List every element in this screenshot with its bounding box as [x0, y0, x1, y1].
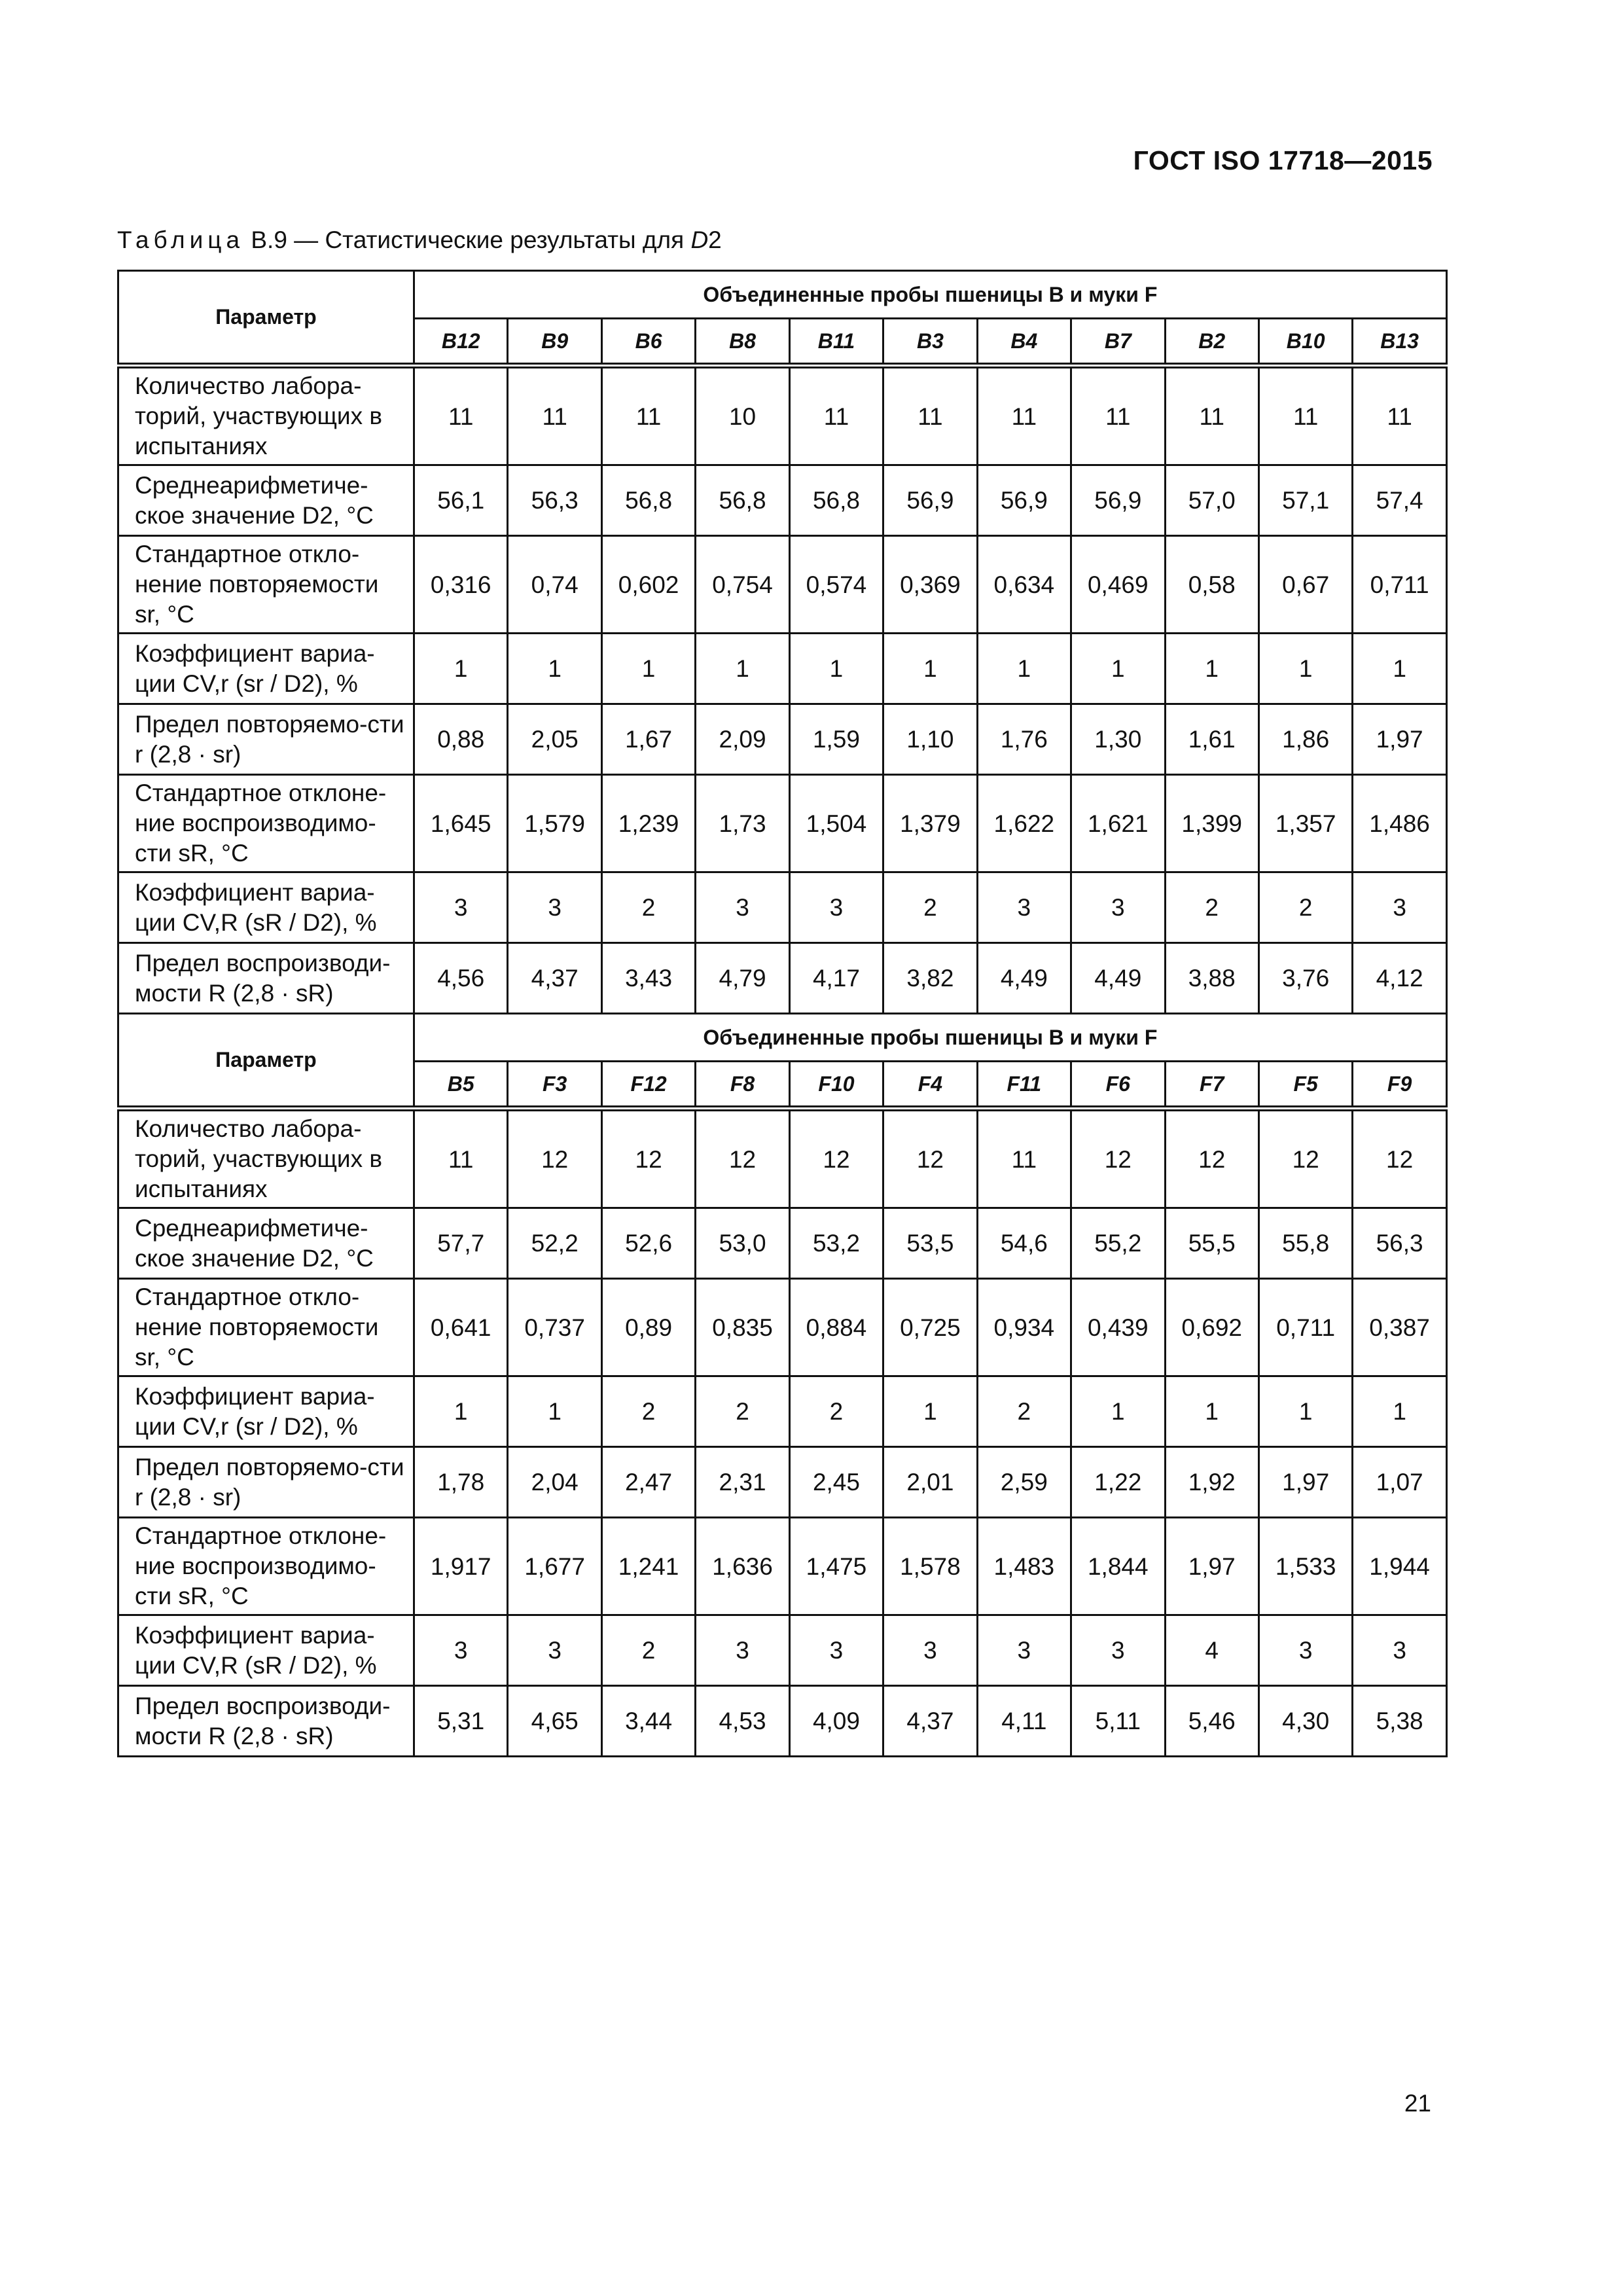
- table-cell: 12: [1071, 1109, 1165, 1208]
- table-cell: 1,677: [508, 1518, 601, 1615]
- table-cell: 4,30: [1258, 1686, 1352, 1757]
- table-row: [118, 1518, 1447, 1615]
- page-number: 21: [1404, 2090, 1431, 2117]
- table-cell: 1: [1165, 1376, 1258, 1447]
- table-cell: 4,11: [977, 1686, 1071, 1757]
- table-cell: 57,4: [1353, 465, 1446, 536]
- sample-header: B2: [1165, 319, 1258, 366]
- sample-header: F4: [883, 1062, 977, 1109]
- table-cell: 3,82: [883, 943, 977, 1014]
- sample-header: F9: [1353, 1062, 1446, 1109]
- table-cell: 2: [601, 1615, 695, 1686]
- table-cell: 2: [1258, 872, 1352, 943]
- table-cell: 1,645: [414, 775, 508, 872]
- table-cell: 3: [696, 1615, 789, 1686]
- sample-header: B7: [1071, 319, 1165, 366]
- table-cell: 4,37: [883, 1686, 977, 1757]
- group-header: Объединенные пробы пшеницы B и муки F: [414, 271, 1447, 319]
- table-cell: 53,0: [696, 1208, 789, 1279]
- table-cell: 0,387: [1353, 1279, 1446, 1376]
- table-cell: 1,97: [1353, 704, 1446, 775]
- table-cell: 4,17: [789, 943, 883, 1014]
- table-cell: 3,88: [1165, 943, 1258, 1014]
- table-cell: 1: [883, 1376, 977, 1447]
- table-cell: 1,636: [696, 1518, 789, 1615]
- table-cell: 3: [508, 872, 601, 943]
- row-label: Коэффициент вариа-ции CV,R (sR / D2), %: [118, 1615, 414, 1686]
- table-cell: 1,917: [414, 1518, 508, 1615]
- table-cell: 1,30: [1071, 704, 1165, 775]
- table-cell: 1,97: [1258, 1447, 1352, 1518]
- sample-header: B13: [1353, 319, 1446, 366]
- table-cell: 53,2: [789, 1208, 883, 1279]
- table-cell: 3: [1353, 872, 1446, 943]
- row-label: Предел повторяемо-сти r (2,8 · sr): [118, 704, 414, 775]
- table-cell: 11: [1258, 366, 1352, 465]
- table-row: [118, 1615, 1447, 1686]
- caption-prefix: Таблица: [117, 226, 245, 253]
- caption-variable-suffix: 2: [708, 226, 722, 253]
- parameter-header: Параметр: [118, 1014, 414, 1109]
- table-cell: 2,05: [508, 704, 601, 775]
- table-cell: 1,59: [789, 704, 883, 775]
- row-label: Предел воспроизводи-мости R (2,8 · sR): [118, 943, 414, 1014]
- table-cell: 0,89: [601, 1279, 695, 1376]
- table-cell: 1,486: [1353, 775, 1446, 872]
- sample-header: B5: [414, 1062, 508, 1109]
- table-cell: 1: [789, 634, 883, 704]
- table-cell: 1,621: [1071, 775, 1165, 872]
- table-cell: 1,76: [977, 704, 1071, 775]
- table-cell: 5,11: [1071, 1686, 1165, 1757]
- table-cell: 2: [1165, 872, 1258, 943]
- table-cell: 12: [696, 1109, 789, 1208]
- table-row: [118, 1109, 1447, 1208]
- table-cell: 3: [1353, 1615, 1446, 1686]
- table-cell: 1: [1165, 634, 1258, 704]
- table-cell: 1: [1353, 634, 1446, 704]
- table-cell: 3: [1258, 1615, 1352, 1686]
- table-cell: 56,3: [508, 465, 601, 536]
- table-cell: 1: [1258, 1376, 1352, 1447]
- table-cell: 12: [789, 1109, 883, 1208]
- table-cell: 1,399: [1165, 775, 1258, 872]
- table-cell: 11: [977, 366, 1071, 465]
- sample-header: B11: [789, 319, 883, 366]
- table-cell: 3: [883, 1615, 977, 1686]
- table-cell: 0,754: [696, 536, 789, 634]
- sample-header: B6: [601, 319, 695, 366]
- table-cell: 3,43: [601, 943, 695, 1014]
- table-cell: 11: [1071, 366, 1165, 465]
- table-cell: 3,44: [601, 1686, 695, 1757]
- table-cell: 1,622: [977, 775, 1071, 872]
- table-cell: 55,5: [1165, 1208, 1258, 1279]
- table-cell: 1: [1258, 634, 1352, 704]
- table-cell: 1,379: [883, 775, 977, 872]
- sample-header: F3: [508, 1062, 601, 1109]
- table-cell: 2: [601, 1376, 695, 1447]
- table-cell: 0,88: [414, 704, 508, 775]
- row-label: Предел повторяемо-сти r (2,8 · sr): [118, 1447, 414, 1518]
- table-cell: 5,31: [414, 1686, 508, 1757]
- table-cell: 54,6: [977, 1208, 1071, 1279]
- sample-header: B3: [883, 319, 977, 366]
- table-cell: 4,09: [789, 1686, 883, 1757]
- table-cell: 1: [508, 1376, 601, 1447]
- table-cell: 3: [414, 872, 508, 943]
- table-cell: 12: [1353, 1109, 1446, 1208]
- table-cell: 2: [696, 1376, 789, 1447]
- table-cell: 0,634: [977, 536, 1071, 634]
- table-cell: 1: [414, 634, 508, 704]
- table-cell: 1,844: [1071, 1518, 1165, 1615]
- table-cell: 1,579: [508, 775, 601, 872]
- table-row: [118, 943, 1447, 1014]
- table-cell: 11: [414, 1109, 508, 1208]
- table-cell: 2,01: [883, 1447, 977, 1518]
- row-label: Коэффициент вариа-ции CV,r (sr / D2), %: [118, 634, 414, 704]
- table-cell: 2: [789, 1376, 883, 1447]
- table-cell: 12: [508, 1109, 601, 1208]
- table-cell: 1,07: [1353, 1447, 1446, 1518]
- table-cell: 2: [601, 872, 695, 943]
- table-caption: [117, 226, 722, 254]
- row-label: Стандартное откло-нение повторяемости sr, °C: [118, 536, 414, 634]
- table-cell: 0,737: [508, 1279, 601, 1376]
- row-label: Стандартное откло-нение повторяемости sr, °C: [118, 1279, 414, 1376]
- table-row: [118, 775, 1447, 872]
- table-cell: 4: [1165, 1615, 1258, 1686]
- table-cell: 4,79: [696, 943, 789, 1014]
- sample-header: F8: [696, 1062, 789, 1109]
- row-label: Предел воспроизводи-мости R (2,8 · sR): [118, 1686, 414, 1757]
- table-cell: 4,49: [977, 943, 1071, 1014]
- table-cell: 56,9: [883, 465, 977, 536]
- table-cell: 1,86: [1258, 704, 1352, 775]
- table-cell: 2: [977, 1376, 1071, 1447]
- sample-header: F11: [977, 1062, 1071, 1109]
- table-cell: 1,483: [977, 1518, 1071, 1615]
- table-cell: 3: [696, 872, 789, 943]
- table-cell: 1,239: [601, 775, 695, 872]
- table-cell: 2,31: [696, 1447, 789, 1518]
- table-cell: 1,357: [1258, 775, 1352, 872]
- sample-header: F12: [601, 1062, 695, 1109]
- table-cell: 0,711: [1258, 1279, 1352, 1376]
- table-row: [118, 1279, 1447, 1376]
- table-cell: 11: [414, 366, 508, 465]
- table-cell: 0,641: [414, 1279, 508, 1376]
- row-label: Коэффициент вариа-ции CV,r (sr / D2), %: [118, 1376, 414, 1447]
- table-cell: 0,725: [883, 1279, 977, 1376]
- sample-header: F6: [1071, 1062, 1165, 1109]
- table-cell: 57,0: [1165, 465, 1258, 536]
- table-cell: 4,12: [1353, 943, 1446, 1014]
- table-cell: 4,37: [508, 943, 601, 1014]
- table-cell: 1: [977, 634, 1071, 704]
- table-cell: 1: [1353, 1376, 1446, 1447]
- table-cell: 1: [1071, 634, 1165, 704]
- table-cell: 3: [789, 872, 883, 943]
- sample-header: F7: [1165, 1062, 1258, 1109]
- table-cell: 1,73: [696, 775, 789, 872]
- table-cell: 1,578: [883, 1518, 977, 1615]
- table-cell: 0,711: [1353, 536, 1446, 634]
- caption-text: В.9 — Статистические результаты для: [244, 226, 691, 253]
- table-cell: 56,3: [1353, 1208, 1446, 1279]
- header-row: [118, 271, 1447, 319]
- table-cell: 11: [601, 366, 695, 465]
- table-cell: 57,1: [1258, 465, 1352, 536]
- table-cell: 56,9: [1071, 465, 1165, 536]
- table-cell: 1,92: [1165, 1447, 1258, 1518]
- table-cell: 2: [883, 872, 977, 943]
- row-label: Стандартное отклоне-ние воспроизводимо-сти sR, °C: [118, 775, 414, 872]
- table-cell: 3: [977, 872, 1071, 943]
- table-cell: 0,369: [883, 536, 977, 634]
- statistics-table-container: [117, 270, 1446, 1757]
- row-label: Количество лабора-торий, участвующих в испытаниях: [118, 366, 414, 465]
- table-cell: 55,2: [1071, 1208, 1165, 1279]
- row-label: Количество лабора-торий, участвующих в испытаниях: [118, 1109, 414, 1208]
- table-cell: 12: [1258, 1109, 1352, 1208]
- table-cell: 11: [789, 366, 883, 465]
- table-row: [118, 1686, 1447, 1757]
- table-cell: 3: [1071, 1615, 1165, 1686]
- table-cell: 1,67: [601, 704, 695, 775]
- header-row: [118, 1014, 1447, 1062]
- table-cell: 55,8: [1258, 1208, 1352, 1279]
- table-row: [118, 1447, 1447, 1518]
- table-row: [118, 366, 1447, 465]
- table-cell: 11: [883, 366, 977, 465]
- table-cell: 3: [789, 1615, 883, 1686]
- table-row: [118, 1208, 1447, 1279]
- row-label: Среднеарифметиче-ское значение D2, °C: [118, 465, 414, 536]
- table-cell: 12: [883, 1109, 977, 1208]
- table-cell: 0,469: [1071, 536, 1165, 634]
- sample-header: B9: [508, 319, 601, 366]
- statistics-table: [117, 270, 1448, 1757]
- table-cell: 1: [1071, 1376, 1165, 1447]
- sample-header: B10: [1258, 319, 1352, 366]
- table-cell: 1: [696, 634, 789, 704]
- table-cell: 1: [508, 634, 601, 704]
- table-cell: 2,09: [696, 704, 789, 775]
- table-cell: 12: [601, 1109, 695, 1208]
- table-row: [118, 872, 1447, 943]
- table-row: [118, 1376, 1447, 1447]
- table-row: [118, 536, 1447, 634]
- table-cell: 1: [883, 634, 977, 704]
- table-cell: 1,944: [1353, 1518, 1446, 1615]
- table-cell: 2,47: [601, 1447, 695, 1518]
- table-cell: 1,61: [1165, 704, 1258, 775]
- table-cell: 1,10: [883, 704, 977, 775]
- table-cell: 0,316: [414, 536, 508, 634]
- table-cell: 0,934: [977, 1279, 1071, 1376]
- table-row: [118, 465, 1447, 536]
- table-cell: 1,533: [1258, 1518, 1352, 1615]
- table-cell: 4,49: [1071, 943, 1165, 1014]
- table-cell: 3: [1071, 872, 1165, 943]
- table-cell: 56,9: [977, 465, 1071, 536]
- table-cell: 4,65: [508, 1686, 601, 1757]
- table-cell: 4,53: [696, 1686, 789, 1757]
- table-cell: 1,504: [789, 775, 883, 872]
- table-row: [118, 704, 1447, 775]
- row-label: Стандартное отклоне-ние воспроизводимо-сти sR, °C: [118, 1518, 414, 1615]
- table-cell: 52,2: [508, 1208, 601, 1279]
- row-label: Среднеарифметиче-ское значение D2, °C: [118, 1208, 414, 1279]
- table-cell: 5,38: [1353, 1686, 1446, 1757]
- table-cell: 0,439: [1071, 1279, 1165, 1376]
- table-cell: 1,97: [1165, 1518, 1258, 1615]
- table-cell: 1: [414, 1376, 508, 1447]
- table-cell: 11: [977, 1109, 1071, 1208]
- table-cell: 0,67: [1258, 536, 1352, 634]
- sample-header: B12: [414, 319, 508, 366]
- table-cell: 11: [1353, 366, 1446, 465]
- table-cell: 11: [508, 366, 601, 465]
- table-cell: 4,56: [414, 943, 508, 1014]
- table-row: [118, 634, 1447, 704]
- table-cell: 2,45: [789, 1447, 883, 1518]
- sample-header: F10: [789, 1062, 883, 1109]
- document-id: ГОСТ ISO 17718—2015: [1133, 145, 1433, 175]
- table-cell: 0,58: [1165, 536, 1258, 634]
- parameter-header: Параметр: [118, 271, 414, 366]
- table-cell: 1: [601, 634, 695, 704]
- table-cell: 3: [977, 1615, 1071, 1686]
- table-cell: 3,76: [1258, 943, 1352, 1014]
- table-cell: 56,8: [601, 465, 695, 536]
- row-label: Коэффициент вариа-ции CV,R (sR / D2), %: [118, 872, 414, 943]
- group-header: Объединенные пробы пшеницы B и муки F: [414, 1014, 1447, 1062]
- table-cell: 0,602: [601, 536, 695, 634]
- table-cell: 0,692: [1165, 1279, 1258, 1376]
- table-cell: 0,835: [696, 1279, 789, 1376]
- table-cell: 57,7: [414, 1208, 508, 1279]
- table-cell: 1,475: [789, 1518, 883, 1615]
- table-cell: 12: [1165, 1109, 1258, 1208]
- sample-header: B4: [977, 319, 1071, 366]
- caption-variable: D: [690, 226, 709, 253]
- table-cell: 0,74: [508, 536, 601, 634]
- table-cell: 0,574: [789, 536, 883, 634]
- table-cell: 11: [1165, 366, 1258, 465]
- table-cell: 56,8: [789, 465, 883, 536]
- table-cell: 5,46: [1165, 1686, 1258, 1757]
- table-cell: 56,1: [414, 465, 508, 536]
- table-cell: 1,22: [1071, 1447, 1165, 1518]
- table-cell: 56,8: [696, 465, 789, 536]
- table-cell: 2,04: [508, 1447, 601, 1518]
- sample-header: F5: [1258, 1062, 1352, 1109]
- table-cell: 3: [508, 1615, 601, 1686]
- sample-header: B8: [696, 319, 789, 366]
- table-cell: 52,6: [601, 1208, 695, 1279]
- table-cell: 10: [696, 366, 789, 465]
- table-cell: 0,884: [789, 1279, 883, 1376]
- table-cell: 3: [414, 1615, 508, 1686]
- table-cell: 53,5: [883, 1208, 977, 1279]
- table-cell: 1,241: [601, 1518, 695, 1615]
- table-cell: 1,78: [414, 1447, 508, 1518]
- table-cell: 2,59: [977, 1447, 1071, 1518]
